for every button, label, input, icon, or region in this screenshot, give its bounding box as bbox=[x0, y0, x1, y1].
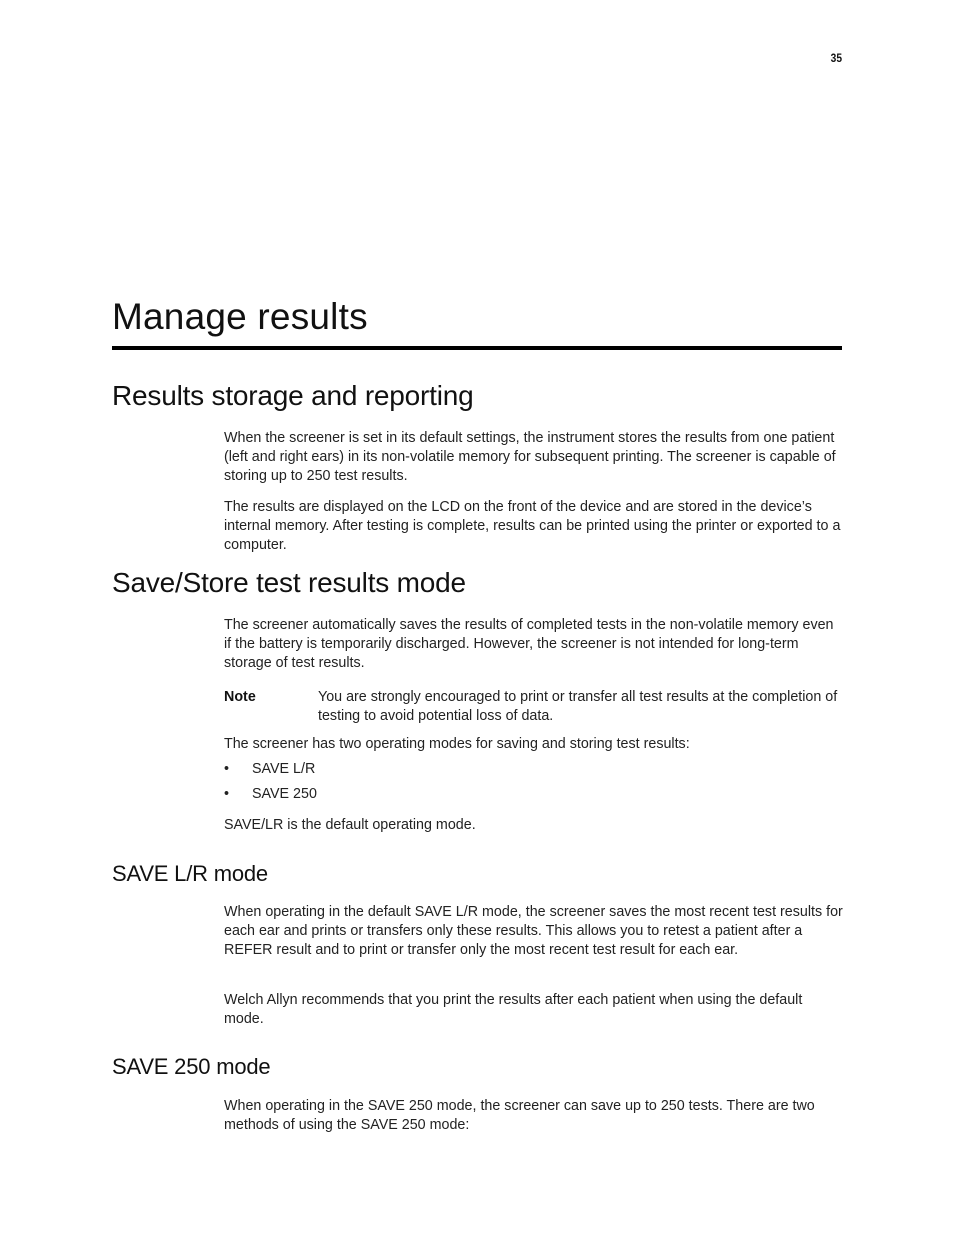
storage-paragraph-2: The results are displayed on the LCD on the front of the device and are stored in the device’s internal memory. After testing is complete, results can be printed using the printer or exported to a computer. bbox=[224, 499, 841, 553]
bullet-icon: • bbox=[224, 761, 230, 777]
save-lr-paragraph-2: Welch Allyn recommends that you print the results after each patient when using the default mode. bbox=[224, 992, 803, 1027]
list-item-label: SAVE 250 bbox=[252, 786, 317, 802]
chapter-title: Manage results bbox=[112, 296, 368, 337]
list-item bbox=[224, 785, 317, 804]
page-number: 35 bbox=[830, 51, 842, 65]
save-store-paragraph-3: SAVE/LR is the default operating mode. bbox=[224, 817, 476, 833]
subsection-heading-save-250: SAVE 250 mode bbox=[112, 1054, 271, 1079]
note-text: You are strongly encouraged to print or transfer all test results at the completion of testing to avoid potential loss of data. bbox=[318, 689, 838, 724]
section-heading-storage: Results storage and reporting bbox=[112, 380, 474, 411]
list-item-label: SAVE L/R bbox=[252, 761, 316, 777]
save-store-paragraph-1: The screener automatically saves the results of completed tests in the non-volatile memory even if the battery is temporarily discharged. However, the screener is not intended for long-term storage of test results. bbox=[224, 617, 834, 671]
list-item bbox=[224, 760, 315, 779]
bullet-icon: • bbox=[224, 786, 230, 802]
chapter-rule bbox=[112, 346, 842, 350]
section-heading-save-store: Save/Store test results mode bbox=[112, 567, 466, 598]
subsection-heading-save-lr: SAVE L/R mode bbox=[112, 861, 268, 886]
save-250-paragraph-1: When operating in the SAVE 250 mode, the screener can save up to 250 tests. There are two methods of using the SAVE 250 mode: bbox=[224, 1098, 815, 1133]
note-label: Note bbox=[224, 689, 256, 705]
save-lr-paragraph-1: When operating in the default SAVE L/R mode, the screener saves the most recent test results for each ear and prints or transfers only these results. This allows you to retest a patient after a REFER result and to print or transfer only the most recent test result for each ear. bbox=[224, 904, 843, 958]
save-store-paragraph-2: The screener has two operating modes for saving and storing test results: bbox=[224, 736, 690, 752]
storage-paragraph-1: When the screener is set in its default settings, the instrument stores the results from one patient (left and right ears) in its non-volatile memory for subsequent printing. The screener is capable of storing up to 250 test results. bbox=[224, 430, 836, 484]
